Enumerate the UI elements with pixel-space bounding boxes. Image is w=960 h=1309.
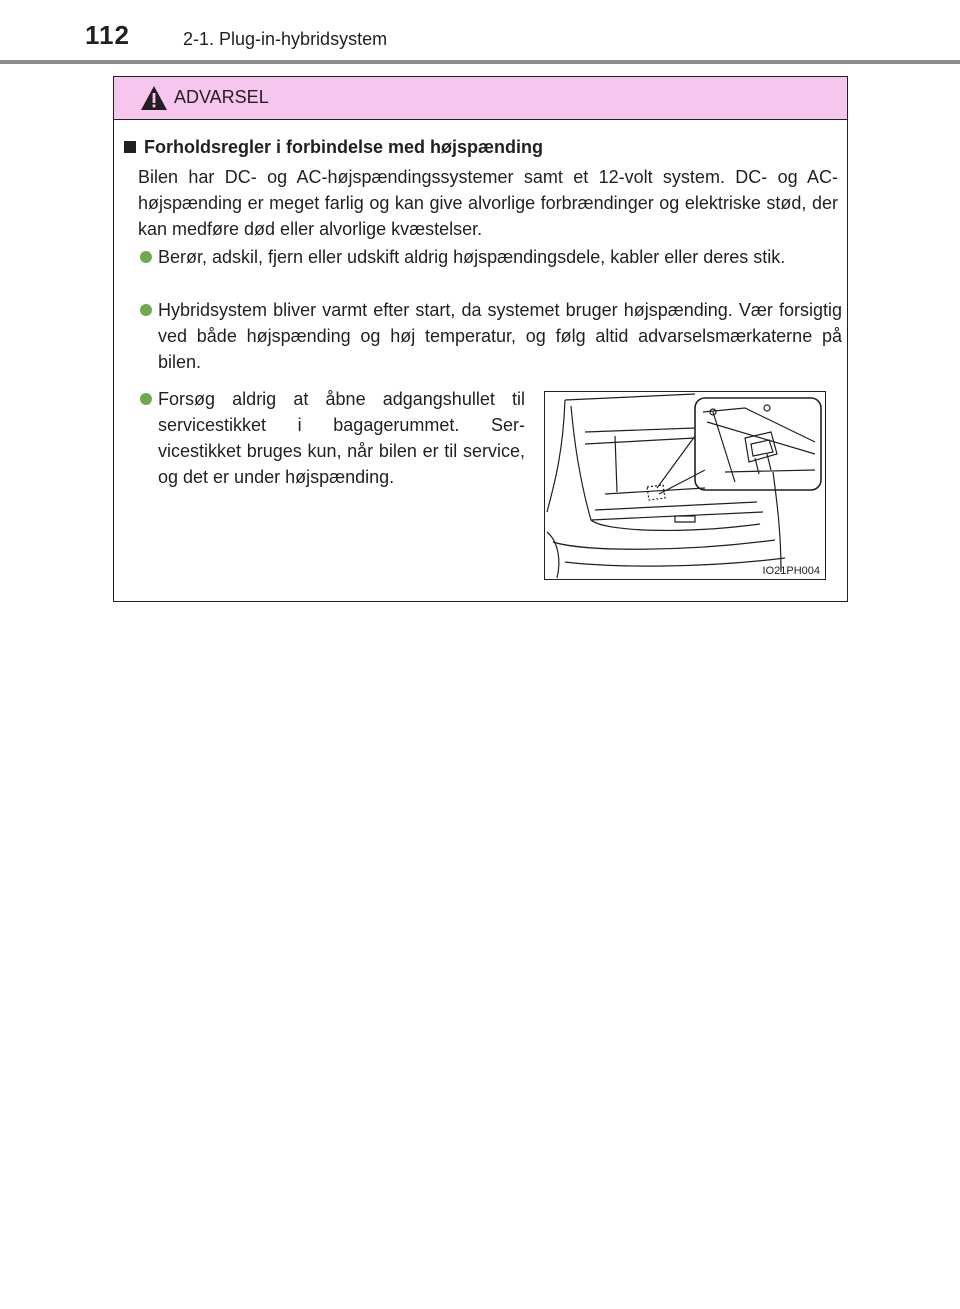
header-rule <box>0 60 960 64</box>
warning-header <box>114 77 847 120</box>
section-title: 2-1. Plug-in-hybridsystem <box>183 29 388 49</box>
trunk-line-drawing <box>545 392 825 579</box>
round-bullet-icon <box>140 251 152 263</box>
warning-intro: Bilen har DC- og AC-højspændingssystemer samt et 12-volt system. DC- og AC-højspænding er meget farlig og kan give alvorlige forbrændinger og elektriske stød, der kan medføre død eller alvorlige kvæstelser. <box>138 167 838 239</box>
warning-box <box>113 76 848 602</box>
round-bullet-icon <box>140 304 152 316</box>
round-bullet-icon <box>140 393 152 405</box>
list-item-text: Forsøg aldrig at åbne adgangshullet til servicestikket i bagagerummet. Ser-vicestikket bruges kun, når bilen er til service, og det er under højspænding. <box>158 389 525 487</box>
trunk-illustration <box>544 391 826 580</box>
warning-triangle-icon <box>140 85 168 111</box>
list-item <box>140 244 842 270</box>
list-item <box>140 386 525 490</box>
list-item-text: Berør, adskil, fjern eller udskift aldrig højspændingsdele, kabler eller deres stik. <box>158 247 786 267</box>
warning-heading-text: Forholdsregler i forbindelse med højspænding <box>144 137 544 157</box>
list-item-text: Hybridsystem bliver varmt efter start, da systemet bruger højspænding. Vær forsigtig ved både højspænding og høj temperatur, og følg altid advarselsmærkaterne på bilen. <box>158 300 842 372</box>
square-bullet-icon <box>124 141 136 153</box>
figure-code: IO21PH004 <box>762 565 820 577</box>
page-number: 112 <box>85 20 130 50</box>
warning-heading <box>124 138 543 156</box>
warning-title: ADVARSEL <box>174 87 269 107</box>
list-item <box>140 297 842 375</box>
